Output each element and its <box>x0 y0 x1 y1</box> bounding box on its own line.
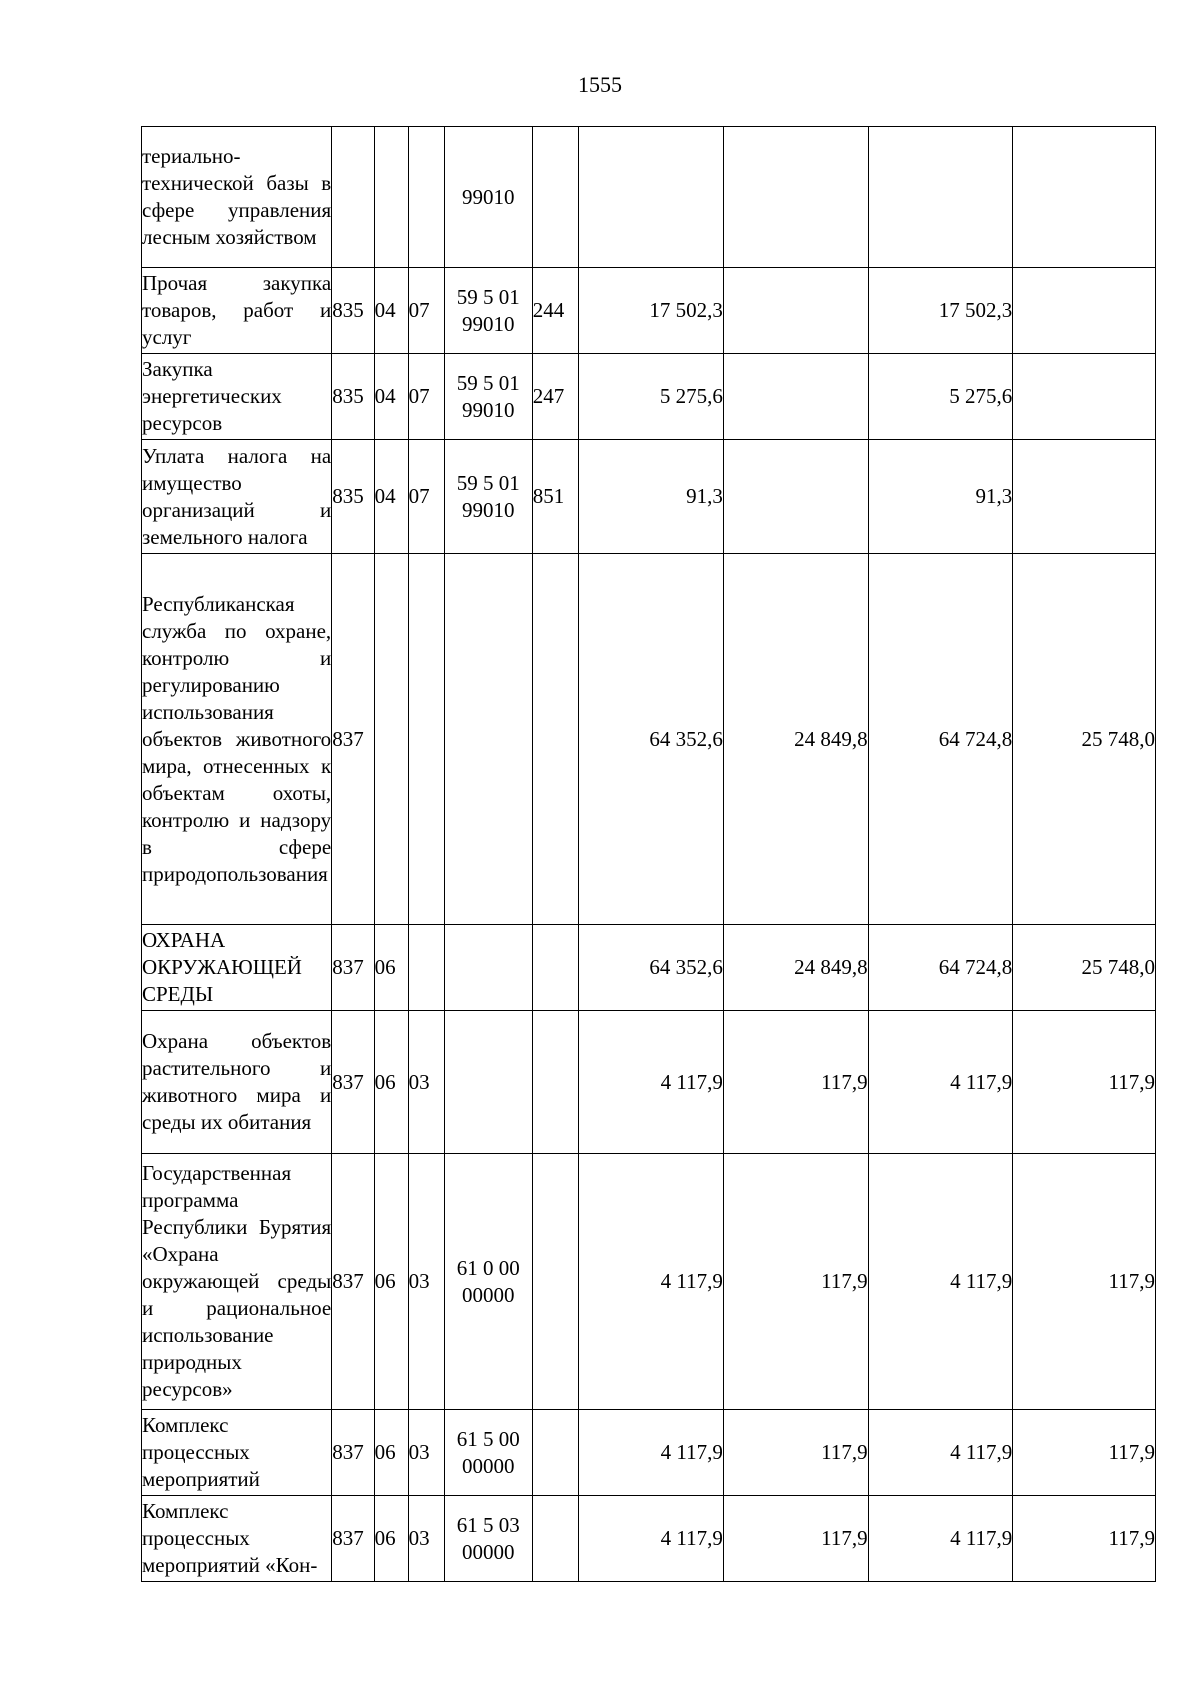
amount-col-2: 24 849,8 <box>723 925 868 1011</box>
amount-col-3: 4 117,9 <box>868 1496 1013 1582</box>
amount-col-2 <box>723 440 868 554</box>
amount-col-4: 25 748,0 <box>1013 554 1156 925</box>
section-code <box>374 127 408 268</box>
row-name: ОХРАНА ОКРУЖАЮЩЕЙ СРЕДЫ <box>142 925 332 1011</box>
amount-col-4: 25 748,0 <box>1013 925 1156 1011</box>
amount-col-2: 117,9 <box>723 1410 868 1496</box>
grbs-code: 837 <box>332 925 374 1011</box>
section-code: 06 <box>374 925 408 1011</box>
row-name: териально-технической базы в сфере управления лесным хозяйством <box>142 127 332 268</box>
amount-col-2: 24 849,8 <box>723 554 868 925</box>
amount-col-1: 64 352,6 <box>579 925 724 1011</box>
amount-col-4 <box>1013 127 1156 268</box>
amount-col-1: 4 117,9 <box>579 1410 724 1496</box>
expense-type-code <box>532 127 579 268</box>
section-code: 04 <box>374 268 408 354</box>
grbs-code <box>332 127 374 268</box>
amount-col-3: 64 724,8 <box>868 925 1013 1011</box>
table-row <box>142 1154 1156 1410</box>
amount-col-3: 5 275,6 <box>868 354 1013 440</box>
table-row <box>142 440 1156 554</box>
section-code <box>374 554 408 925</box>
grbs-code: 835 <box>332 354 374 440</box>
amount-col-1 <box>579 127 724 268</box>
amount-col-3: 64 724,8 <box>868 554 1013 925</box>
row-name: Государственная программа Республики Бурятия «Охрана окружающей среды и рациональное использование природных ресурсов» <box>142 1154 332 1410</box>
amount-col-4: 117,9 <box>1013 1154 1156 1410</box>
expense-type-code <box>532 1410 579 1496</box>
target-article-code: 59 5 01 99010 <box>444 354 532 440</box>
table-row <box>142 1011 1156 1154</box>
section-code: 06 <box>374 1154 408 1410</box>
section-code: 06 <box>374 1496 408 1582</box>
table-row <box>142 1410 1156 1496</box>
expense-type-code <box>532 554 579 925</box>
amount-col-4 <box>1013 354 1156 440</box>
target-article-code: 61 5 00 00000 <box>444 1410 532 1496</box>
subsection-code: 07 <box>408 440 444 554</box>
amount-col-1: 64 352,6 <box>579 554 724 925</box>
target-article-code <box>444 1011 532 1154</box>
expense-type-code <box>532 1154 579 1410</box>
amount-col-2: 117,9 <box>723 1496 868 1582</box>
expense-type-code <box>532 1496 579 1582</box>
amount-col-4: 117,9 <box>1013 1410 1156 1496</box>
section-code: 04 <box>374 440 408 554</box>
amount-col-3 <box>868 127 1013 268</box>
amount-col-3: 4 117,9 <box>868 1011 1013 1154</box>
subsection-code: 03 <box>408 1410 444 1496</box>
row-name: Охрана объектов растительного и животного мира и среды их обитания <box>142 1011 332 1154</box>
subsection-code: 07 <box>408 268 444 354</box>
subsection-code <box>408 127 444 268</box>
amount-col-1: 4 117,9 <box>579 1011 724 1154</box>
amount-col-2: 117,9 <box>723 1154 868 1410</box>
table-row <box>142 268 1156 354</box>
section-code: 06 <box>374 1410 408 1496</box>
budget-table <box>141 126 1156 1582</box>
target-article-code: 59 5 01 99010 <box>444 440 532 554</box>
amount-col-1: 91,3 <box>579 440 724 554</box>
amount-col-1: 4 117,9 <box>579 1154 724 1410</box>
amount-col-4: 117,9 <box>1013 1496 1156 1582</box>
amount-col-2 <box>723 127 868 268</box>
amount-col-3: 17 502,3 <box>868 268 1013 354</box>
subsection-code: 03 <box>408 1154 444 1410</box>
page-number: 1555 <box>578 72 622 97</box>
table-row <box>142 554 1156 925</box>
table-row <box>142 354 1156 440</box>
section-code: 04 <box>374 354 408 440</box>
grbs-code: 837 <box>332 1154 374 1410</box>
amount-col-2: 117,9 <box>723 1011 868 1154</box>
amount-col-3: 4 117,9 <box>868 1410 1013 1496</box>
row-name: Комплекс процессных мероприятий <box>142 1410 332 1496</box>
grbs-code: 835 <box>332 268 374 354</box>
grbs-code: 837 <box>332 1496 374 1582</box>
expense-type-code: 247 <box>532 354 579 440</box>
expense-type-code <box>532 925 579 1011</box>
amount-col-1: 5 275,6 <box>579 354 724 440</box>
expense-type-code: 244 <box>532 268 579 354</box>
row-name: Комплекс процессных мероприятий «Кон- <box>142 1496 332 1582</box>
grbs-code: 835 <box>332 440 374 554</box>
target-article-code <box>444 554 532 925</box>
grbs-code: 837 <box>332 1410 374 1496</box>
section-code: 06 <box>374 1011 408 1154</box>
target-article-code: 61 5 03 00000 <box>444 1496 532 1582</box>
expense-type-code <box>532 1011 579 1154</box>
subsection-code: 03 <box>408 1496 444 1582</box>
amount-col-4 <box>1013 440 1156 554</box>
table-row <box>142 127 1156 268</box>
amount-col-2 <box>723 268 868 354</box>
amount-col-1: 17 502,3 <box>579 268 724 354</box>
subsection-code: 03 <box>408 1011 444 1154</box>
grbs-code: 837 <box>332 1011 374 1154</box>
expense-type-code: 851 <box>532 440 579 554</box>
amount-col-3: 91,3 <box>868 440 1013 554</box>
subsection-code <box>408 554 444 925</box>
amount-col-4 <box>1013 268 1156 354</box>
row-name: Закупка энергетических ресурсов <box>142 354 332 440</box>
target-article-code <box>444 925 532 1011</box>
row-name: Уплата налога на имущество организаций и земельного налога <box>142 440 332 554</box>
table-row <box>142 925 1156 1011</box>
target-article-code: 61 0 00 00000 <box>444 1154 532 1410</box>
table-row <box>142 1496 1156 1582</box>
amount-col-3: 4 117,9 <box>868 1154 1013 1410</box>
subsection-code: 07 <box>408 354 444 440</box>
row-name: Республиканская служба по охране, контролю и регулированию использования объектов животного мира, отнесенных к объектам охоты, контролю и надзору в сфере природопользования <box>142 554 332 925</box>
target-article-code: 59 5 01 99010 <box>444 268 532 354</box>
target-article-code: 99010 <box>444 127 532 268</box>
amount-col-4: 117,9 <box>1013 1011 1156 1154</box>
grbs-code: 837 <box>332 554 374 925</box>
row-name: Прочая закупка товаров, работ и услуг <box>142 268 332 354</box>
amount-col-2 <box>723 354 868 440</box>
subsection-code <box>408 925 444 1011</box>
amount-col-1: 4 117,9 <box>579 1496 724 1582</box>
